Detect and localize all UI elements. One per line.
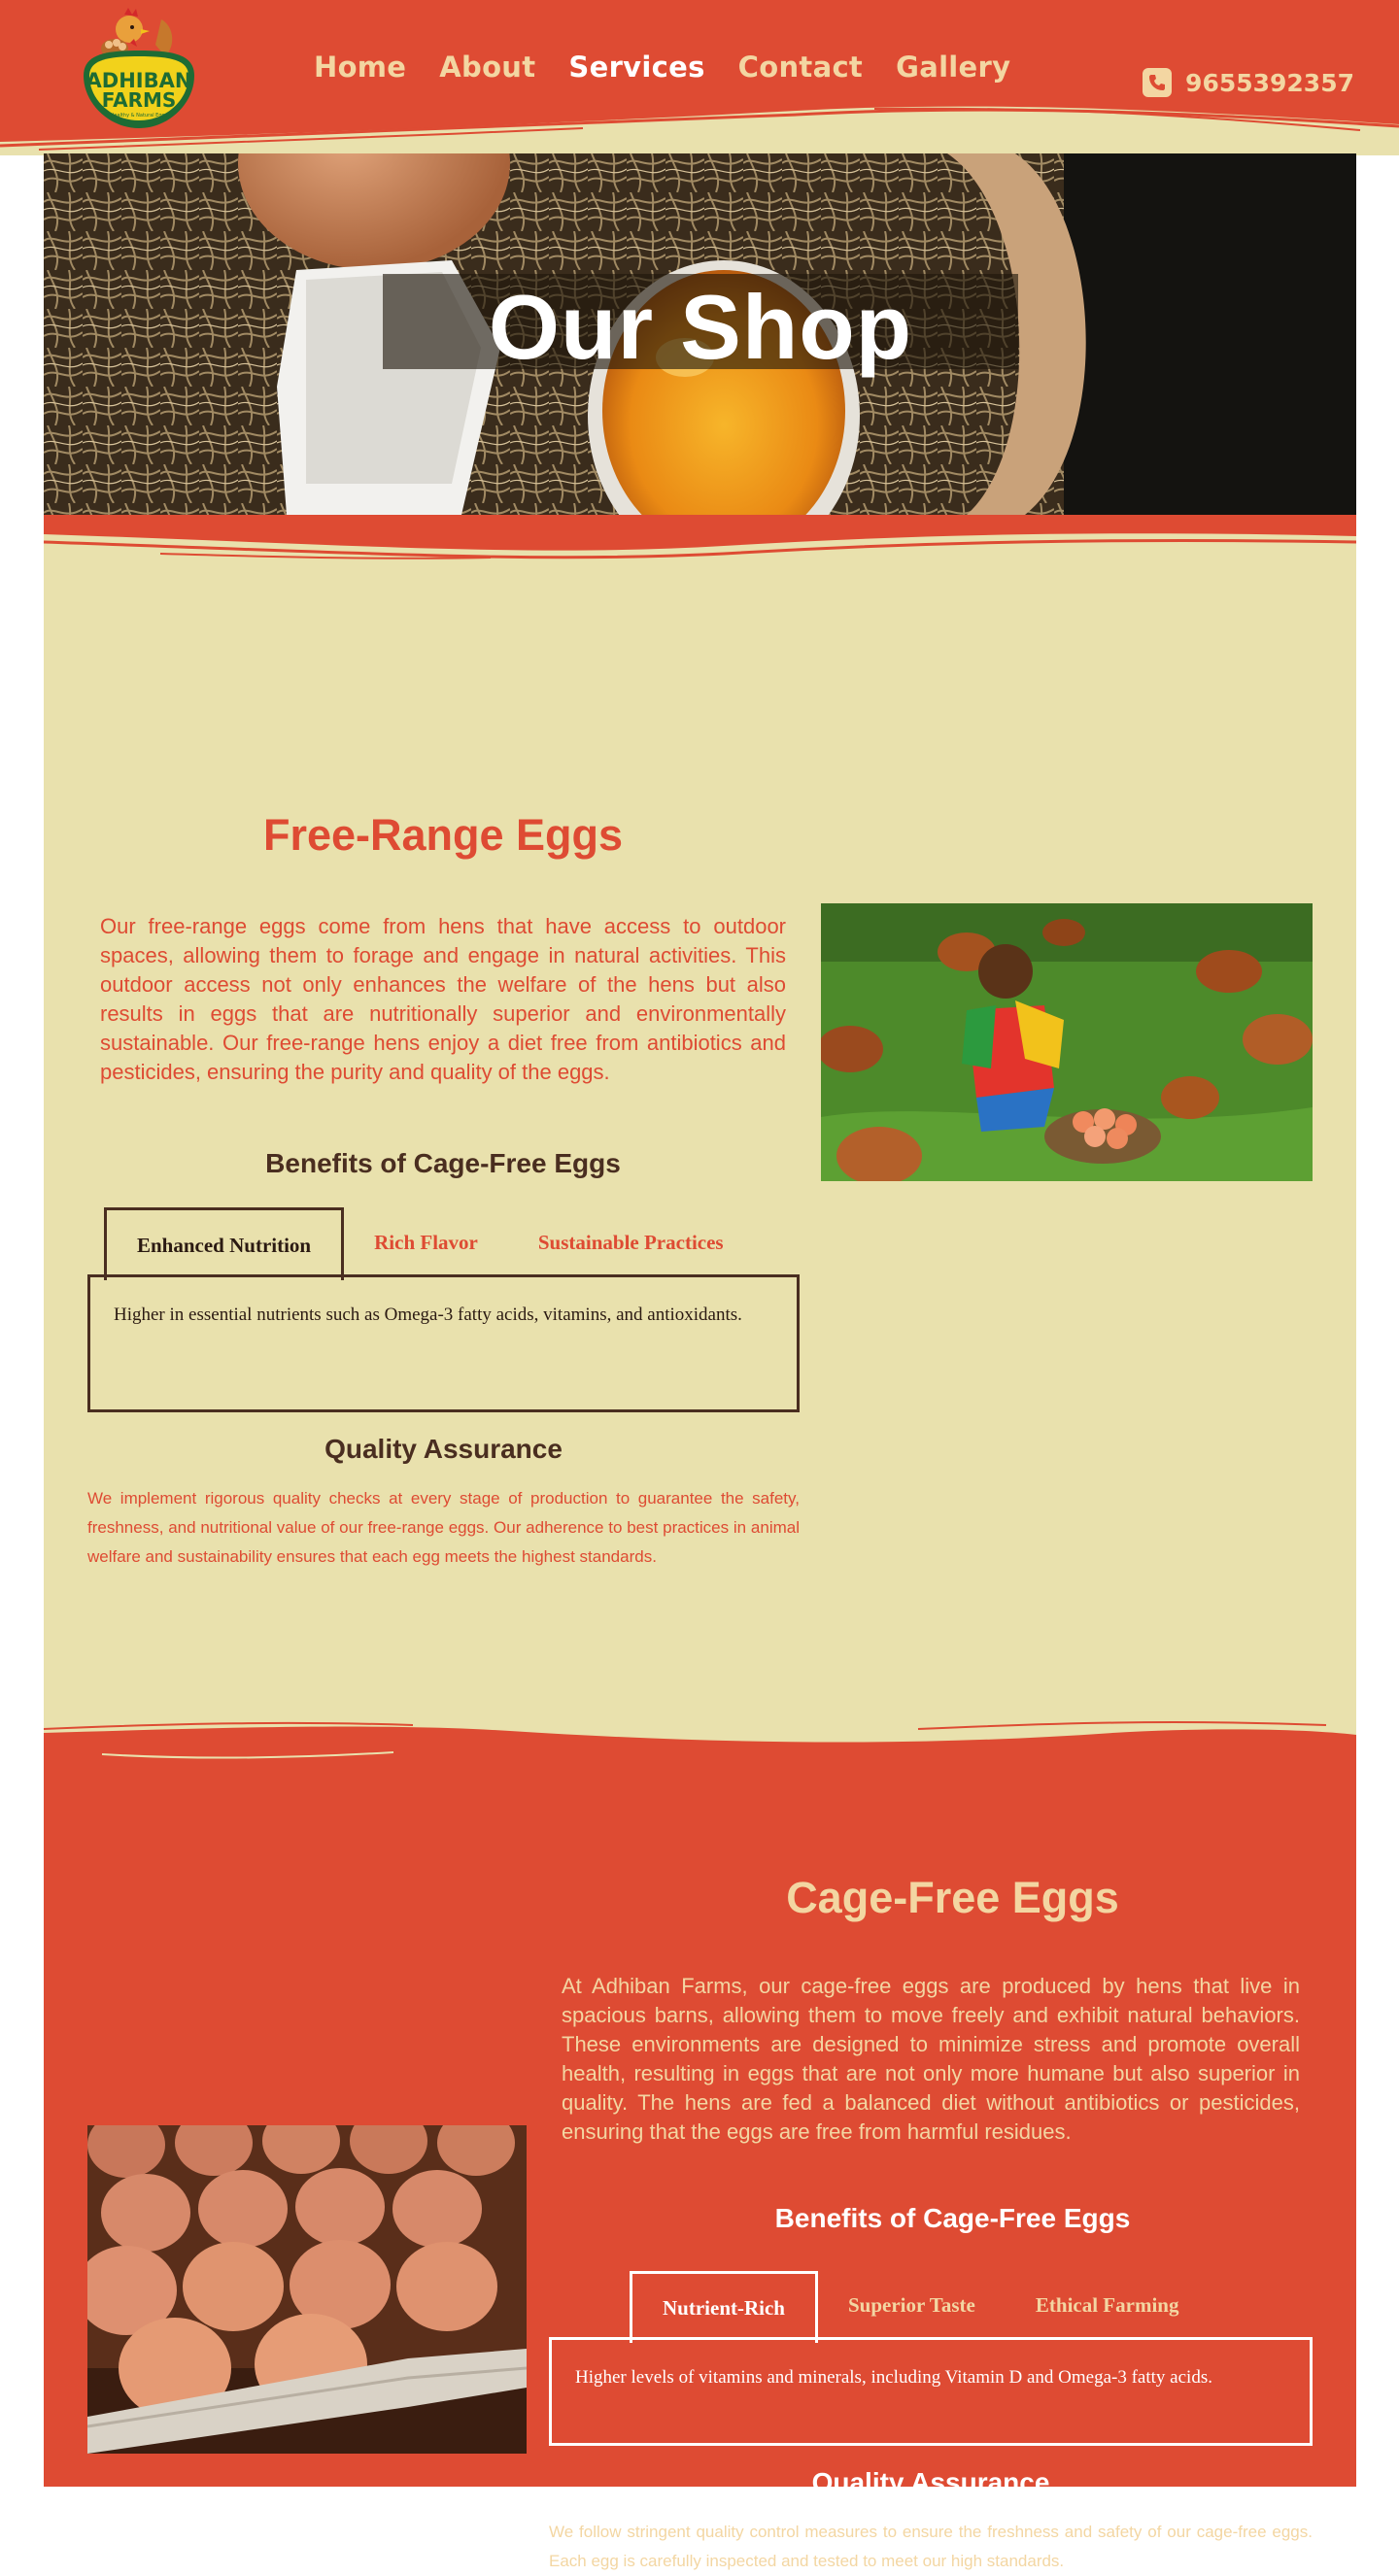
cage-free-qa-text: We follow stringent quality control measures to ensure the freshness and safety of our cage-free eggs. Each egg is carefully inspected and tested to meet our high standards. bbox=[549, 2523, 1313, 2570]
cage-free-title: Cage-Free Eggs bbox=[786, 1873, 1119, 1922]
content-frame bbox=[44, 153, 1356, 2570]
cage-free-qa-title: Quality Assurance bbox=[811, 2467, 1050, 2497]
cage-free-section bbox=[44, 1766, 1356, 2570]
hero-title: Our Shop bbox=[488, 276, 913, 378]
cage-free-tab-content: Higher levels of vitamins and minerals, including Vitamin D and Omega-3 fatty acids. bbox=[575, 2367, 1212, 2388]
phone-contact[interactable] bbox=[1143, 68, 1354, 97]
free-range-title: Free-Range Eggs bbox=[262, 810, 624, 860]
free-range-tab-panel bbox=[87, 1274, 800, 1412]
free-range-qa-title: Quality Assurance bbox=[324, 1434, 563, 1464]
phone-number: 9655392357 bbox=[1185, 68, 1354, 97]
free-range-qa-text: We implement rigorous quality checks at every stage of production to guarantee the safety, freshness, and nutritional value of our free-range eggs. Our adherence to best practices in animal welfare and sustainability ensures that each egg meets the highest standards. bbox=[87, 1489, 800, 1566]
free-range-section bbox=[44, 515, 1356, 1766]
site-header bbox=[0, 0, 1399, 155]
nav-home[interactable]: Home bbox=[314, 51, 407, 84]
eggs-in-carton-photo bbox=[87, 2125, 527, 2454]
tab-rich-flavor[interactable]: Rich Flavor bbox=[374, 1230, 478, 1254]
hero-banner bbox=[44, 153, 1356, 515]
cage-free-tab-panel bbox=[549, 2337, 1313, 2446]
main-nav bbox=[314, 51, 1010, 84]
free-range-benefit-tabs bbox=[104, 1204, 754, 1277]
phone-icon bbox=[1143, 68, 1172, 97]
cage-free-description: At Adhiban Farms, our cage-free eggs are produced by hens that live in spacious barns, allowing them to move freely and exhibit natural behaviors. These environments are designed to minimize stress and promote overall health, resulting in eggs that are not only more humane but also superior in quality. The hens are fed a balanced diet without antibiotics or pesticides, ensuring that the eggs are free from harmful residues. bbox=[562, 1974, 1300, 2144]
adhiban-farms-logo[interactable] bbox=[76, 6, 202, 134]
hero-title-overlay bbox=[383, 274, 1018, 378]
free-range-benefits-title: Benefits of Cage-Free Eggs bbox=[265, 1148, 621, 1178]
bottom-wave-divider bbox=[44, 1719, 1356, 1766]
tab-ethical-farming[interactable]: Ethical Farming bbox=[1035, 2292, 1179, 2317]
top-wave-divider bbox=[44, 515, 1356, 565]
svg-text:FARMS: FARMS bbox=[101, 88, 177, 112]
tab-enhanced-nutrition[interactable]: Enhanced Nutrition bbox=[104, 1207, 344, 1280]
svg-text:Healthy & Natural Eggs: Healthy & Natural Eggs bbox=[110, 113, 168, 119]
nav-about[interactable]: About bbox=[439, 51, 536, 84]
nav-contact[interactable]: Contact bbox=[737, 51, 864, 84]
free-range-description: Our free-range eggs come from hens that have access to outdoor spaces, allowing them to forage and engage in natural activities. This outdoor access not only enhances the welfare of the hens but also results in eggs that are nutritionally superior and environmentally sustainable. Our free-range hens enjoy a diet free from antibiotics and pesticides, ensuring the purity and quality of the eggs. bbox=[100, 914, 786, 1084]
cage-free-benefits-title: Benefits of Cage-Free Eggs bbox=[774, 2203, 1131, 2233]
svg-text:ADHIBAN: ADHIBAN bbox=[85, 69, 192, 92]
cage-free-benefit-tabs bbox=[630, 2268, 1209, 2340]
tab-sustainable-practices[interactable]: Sustainable Practices bbox=[537, 1230, 724, 1254]
tab-superior-taste[interactable]: Superior Taste bbox=[847, 2292, 975, 2317]
tab-nutrient-rich[interactable]: Nutrient-Rich bbox=[630, 2271, 818, 2343]
nav-services[interactable]: Services bbox=[568, 51, 705, 84]
child-with-hens-photo bbox=[821, 903, 1313, 1181]
nav-gallery[interactable]: Gallery bbox=[896, 51, 1011, 84]
free-range-tab-content: Higher in essential nutrients such as Omega-3 fatty acids, vitamins, and antioxidants. bbox=[114, 1305, 742, 1325]
